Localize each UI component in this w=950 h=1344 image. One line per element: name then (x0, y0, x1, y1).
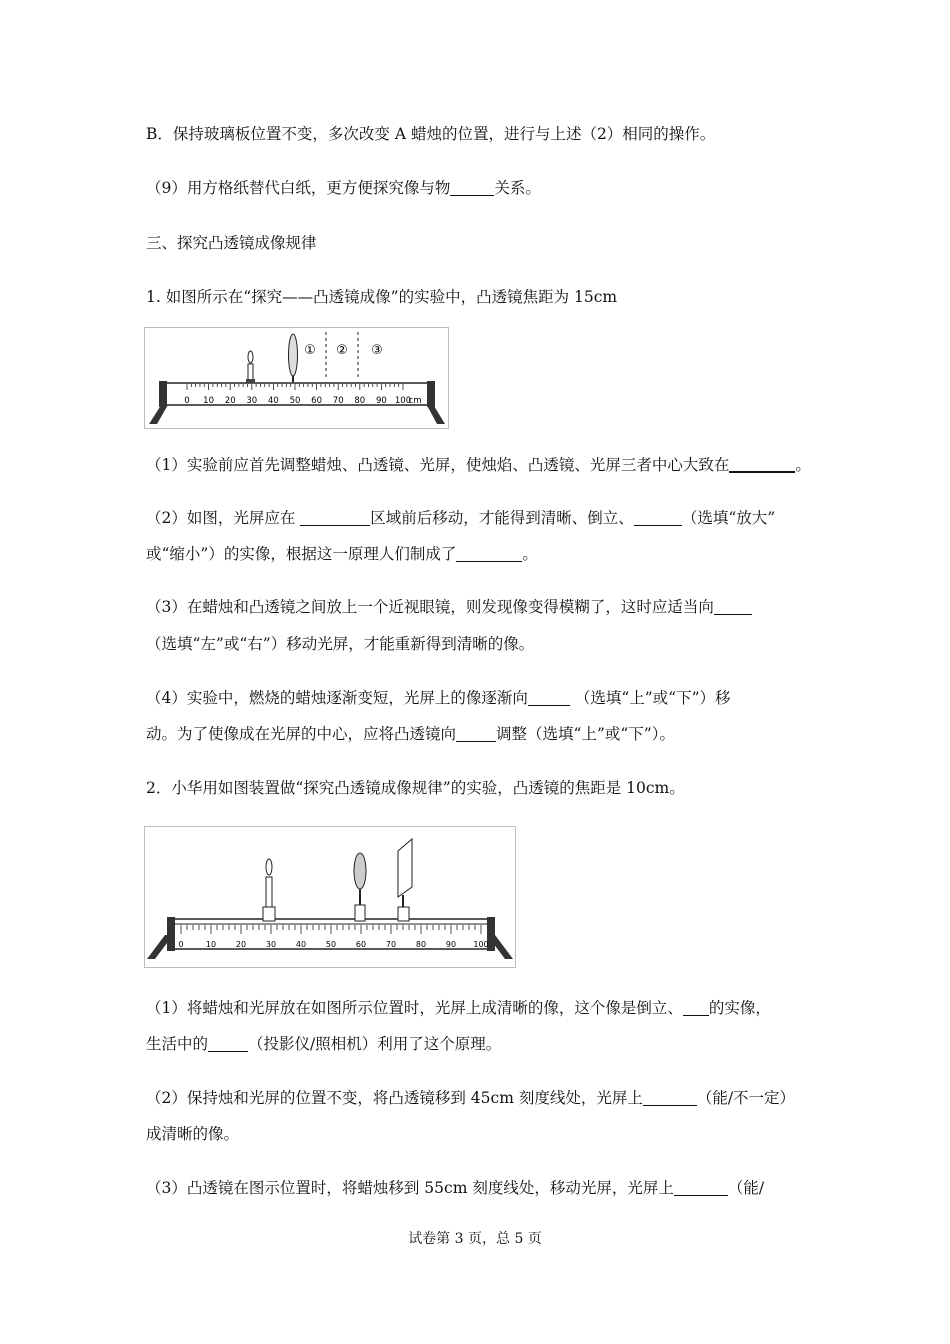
line-text: （能/ (727, 1179, 765, 1197)
question-1-4 (146, 688, 731, 708)
ruler-label: 20 (235, 940, 247, 949)
line-text: 生活中的 (146, 1035, 209, 1053)
answer-blank[interactable] (208, 1035, 248, 1052)
candle-holder (263, 907, 275, 921)
line-text: 动。为了使像成在光屏的中心，应将凸透镜向 (146, 725, 457, 743)
ruler-label: 60 (355, 940, 367, 949)
answer-blank[interactable] (714, 598, 752, 615)
bench-end-left (159, 381, 167, 407)
candle (248, 364, 253, 380)
region-1-label: ① (304, 343, 316, 358)
line-text: （9）用方格纸替代白纸，更方便探究像与物 (146, 179, 451, 197)
line-text: （选填“上”或“下”）移 (574, 689, 731, 707)
ruler-label: 30 (265, 940, 277, 949)
question-1-3-cont (146, 634, 534, 654)
answer-blank[interactable] (450, 179, 494, 196)
candle-holder (246, 379, 255, 383)
line-text: （2）如图，光屏应在 (146, 509, 301, 527)
convex-lens (354, 853, 366, 889)
line-text: 。 (795, 456, 811, 474)
optical-bench-diagram-2 (145, 827, 515, 967)
candle-flame (248, 351, 253, 363)
page-footer: 试卷第 3 页，总 5 页 (408, 1231, 542, 1247)
convex-lens (289, 334, 298, 376)
optical-bench-figure-2 (144, 826, 516, 968)
answer-blank[interactable] (300, 509, 370, 526)
ruler-label: 30 (246, 396, 258, 406)
ruler-label: 100 (473, 940, 489, 949)
line-text: （4）实验中，燃烧的蜡烛逐渐变短，光屏上的像逐渐向 (146, 689, 528, 707)
question-2-2-cont (146, 1124, 239, 1144)
ruler-label: 70 (332, 396, 344, 406)
answer-blank[interactable] (683, 999, 709, 1016)
light-screen (398, 839, 412, 897)
ruler-label: 50 (325, 940, 337, 949)
line-text: 2．小华用如图装置做“探究凸透镜成像规律”的实验，凸透镜的焦距是 10cm。 (146, 779, 685, 797)
line-text: （1）将蜡烛和光屏放在如图所示位置时，光屏上成清晰的像，这个像是倒立、 (146, 999, 683, 1017)
line-text: （选填“左”或“右”）移动光屏，才能重新得到清晰的像。 (146, 635, 535, 653)
ruler-label: 0 (184, 396, 190, 406)
ruler-label: 20 (224, 396, 236, 406)
ruler-label: 80 (415, 940, 427, 949)
answer-blank[interactable] (456, 545, 522, 562)
question-9 (146, 178, 541, 198)
ruler-label: 60 (311, 396, 323, 406)
question-2-stem (146, 778, 685, 798)
question-1-2 (146, 508, 775, 528)
line-text: （3）在蜡烛和凸透镜之间放上一个近视眼镜，则发现像变得模糊了，这时应适当向 (146, 598, 714, 616)
screen-base (398, 907, 409, 921)
optical-bench-diagram (145, 328, 448, 428)
question-2-1 (146, 998, 771, 1018)
ruler-label: cm (408, 396, 422, 406)
line-text: （1）实验前应首先调整蜡烛、凸透镜、光屏，使烛焰、凸透镜、光屏三者中心大致在 (146, 456, 730, 474)
line-text: 的实像， (708, 999, 771, 1017)
line-text: （选填“放大” (681, 509, 776, 527)
line-text: 成清晰的像。 (146, 1125, 240, 1143)
answer-blank[interactable] (643, 1089, 697, 1106)
candle-flame (266, 859, 272, 875)
ruler-label: 90 (375, 396, 387, 406)
lens-base (355, 905, 365, 921)
ruler-label: 10 (203, 396, 215, 406)
answer-blank[interactable] (674, 1179, 728, 1196)
ruler-label: 80 (354, 396, 366, 406)
question-1-3 (146, 597, 752, 617)
ruler-label: 10 (205, 940, 217, 949)
line-text: 或“缩小”）的实像，根据这一原理人们制成了 (146, 545, 457, 563)
ruler-label: 40 (295, 940, 307, 949)
question-1-4-cont (146, 724, 675, 744)
question-1-2-cont (146, 544, 538, 564)
bench-end-right (427, 381, 435, 407)
answer-blank[interactable] (528, 689, 570, 706)
question-2-3 (146, 1178, 764, 1198)
line-text: 。 (522, 545, 538, 563)
ruler-label: 0 (178, 940, 184, 949)
line-text: 区域前后移动，才能得到清晰、倒立、 (370, 509, 634, 527)
text-line (146, 124, 715, 144)
line-text: 1. 如图所示在“探究——凸透镜成像”的实验中，凸透镜焦距为 15cm (146, 288, 618, 306)
section-title: 三、探究凸透镜成像规律 (146, 234, 317, 252)
question-2-2 (146, 1088, 795, 1108)
answer-blank[interactable] (634, 509, 682, 526)
line-text: （能/不一定） (696, 1089, 796, 1107)
candle (266, 877, 272, 907)
line-text: 调整（选填“上”或“下”）。 (496, 725, 675, 743)
bench-end-left (167, 917, 175, 951)
question-2-1-cont (146, 1034, 501, 1054)
question-1-1 (146, 455, 811, 475)
answer-blank[interactable] (729, 455, 795, 473)
ruler-label: 50 (289, 396, 301, 406)
question-1-stem (146, 287, 617, 307)
optical-bench-figure-1 (144, 327, 449, 429)
region-2-label: ② (336, 343, 348, 358)
ruler-label: 70 (385, 940, 397, 949)
line-text: B．保持玻璃板位置不变，多次改变 A 蜡烛的位置，进行与上述（2）相同的操作。 (146, 125, 716, 143)
ruler-label: 90 (445, 940, 457, 949)
answer-blank[interactable] (456, 725, 496, 742)
region-3-label: ③ (371, 343, 383, 358)
section-heading (146, 233, 317, 253)
ruler-label: 40 (267, 396, 279, 406)
ruler-label: 100 (394, 396, 412, 406)
line-text: （2）保持烛和光屏的位置不变，将凸透镜移到 45cm 刻度线处，光屏上 (146, 1089, 643, 1107)
line-text: （投影仪/照相机）利用了这个原理。 (248, 1035, 502, 1053)
line-text: （3）凸透镜在图示位置时，将蜡烛移到 55cm 刻度线处，移动光屏，光屏上 (146, 1179, 674, 1197)
line-text: 关系。 (494, 179, 541, 197)
